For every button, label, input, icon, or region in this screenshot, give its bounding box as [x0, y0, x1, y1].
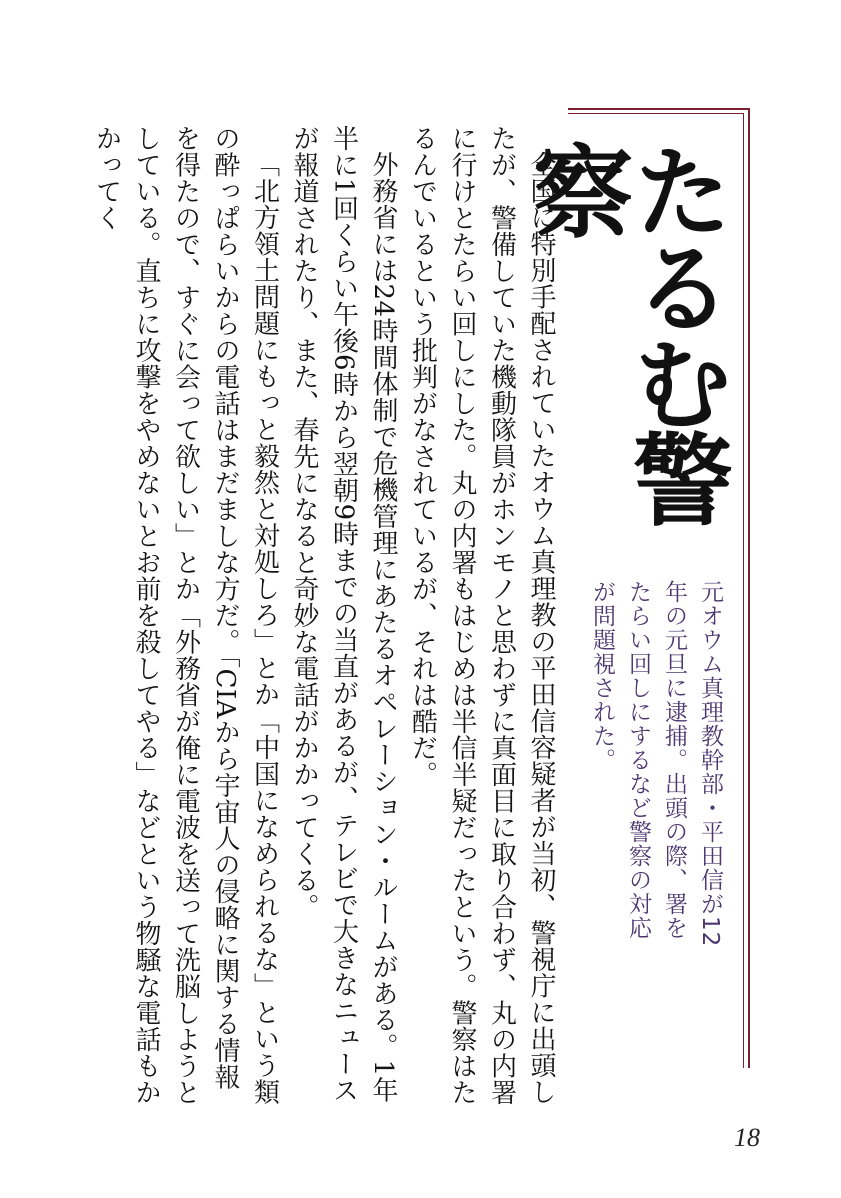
paragraph: 全国に特別手配されていたオウム真理教の平田信容疑者が当初、警視庁に出頭したが、警備していた機動隊員がホンモノと思わずに真面目に取り合わず、丸の内署に行けとたらい回しにした。丸の内署もはじめは半信半疑だったという。警察はたるんでいるという批判がなされているが、それは酷だ。 — [407, 125, 556, 1106]
title-frame-top-rule-inner — [568, 113, 744, 114]
body-text — [91, 125, 560, 1110]
title-frame-top-rule — [568, 108, 750, 110]
title-frame-right-rule-inner — [743, 113, 744, 1068]
chapter-title: たるむ警察 — [516, 140, 733, 524]
title-frame-right-rule — [748, 108, 750, 1068]
paragraph: 外務省には24時間体制で危機管理にあたるオペレーション・ルームがある。1年半に1回くらい午後6時から翌朝9時までの当直があるが、テレビで大きなニュースが報道されたり、また、春先になると奇妙な電話がかかってくる。 — [289, 125, 398, 1104]
chapter-lead: 元オウム真理教幹部・平田信が12年の元旦に逮捕。出頭の際、署をたらい回しにするなど警察の対応が問題視された。 — [589, 580, 723, 948]
page-number: 18 — [734, 1123, 760, 1152]
paragraph: 「北方領土問題にもっと毅然と対処しろ」とか「中国になめられるな」という類の酔っぱらいからの電話はまだましな方だ。「CIAから宇宙人の侵略に関する情報を得たので、すぐに会って欲しい」とか「外務省が俺に電波を送って洗脳しようとしている。直ちに攻撃をやめないとお前を殺してやる」などという物騒な電話もかかってく — [91, 125, 280, 1106]
